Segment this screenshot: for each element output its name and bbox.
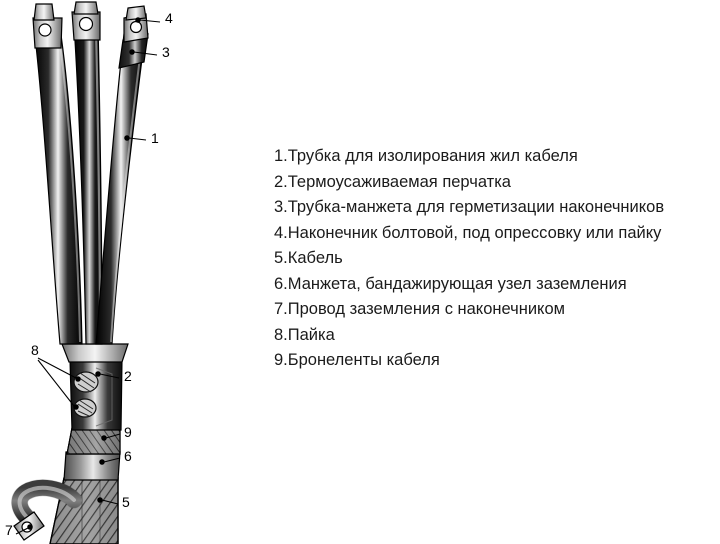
callout-label-3: 3 — [162, 44, 170, 60]
callout-label-9: 9 — [124, 424, 132, 440]
callout-label-2: 2 — [124, 368, 132, 384]
legend-item: 1.Трубка для изолирования жил кабеля — [274, 147, 578, 165]
armour-and-cuff — [64, 428, 120, 480]
legend-item: 6.Манжета, бандажирующая узел заземления — [274, 274, 627, 293]
core-right — [96, 6, 148, 344]
callout-label-7: 7 — [5, 522, 13, 538]
legend-list — [274, 144, 714, 374]
legend-item: 7.Провод заземления с наконечником — [274, 300, 565, 318]
callout-label-5: 5 — [122, 494, 130, 510]
callout-label-4: 4 — [165, 10, 173, 26]
callout-label-6: 6 — [124, 448, 132, 464]
heat-shrink-glove — [62, 344, 128, 430]
callout-label-8: 8 — [31, 342, 39, 358]
legend-item: 2.Термоусаживаемая перчатка — [274, 172, 511, 191]
legend-item: 8.Пайка — [274, 325, 335, 344]
callout-label-1: 1 — [151, 130, 159, 146]
legend-item: 5.Кабель — [274, 249, 343, 267]
legend-item: 4.Наконечник болтовой, под опрессовку или пайку — [274, 223, 662, 242]
core-left — [33, 4, 82, 344]
legend-item: 9.Бронеленты кабеля — [274, 351, 440, 369]
legend-item: 3.Трубка-манжета для герметизации наконечников — [274, 198, 665, 216]
